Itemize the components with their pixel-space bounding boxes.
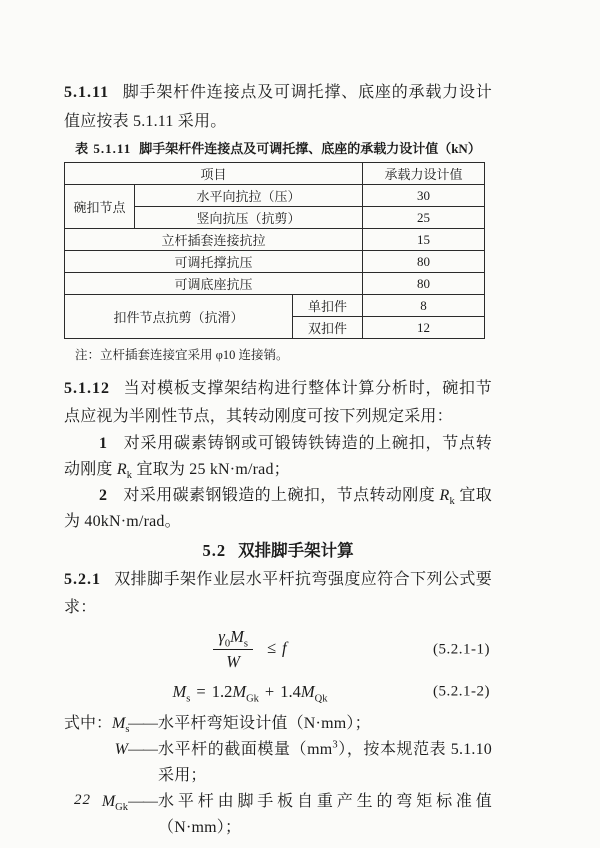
variable-Rk-subscript: k	[449, 496, 455, 508]
row-name-adjustable-bracket: 可调托撑抗压	[65, 251, 363, 273]
paragraph-5-1-11-text: 脚手架杆件连接点及可调托撑、底座的承载力设计值应按表 5.1.11 采用。	[64, 84, 492, 130]
definition-dash: ——	[128, 741, 158, 758]
definition-description-part1: 水平杆的截面模量（mm	[158, 741, 333, 758]
row-name-single-coupler: 单扣件	[293, 295, 363, 317]
variable-MGk-subscript: Gk	[115, 802, 128, 814]
paragraph-5-1-11	[64, 78, 492, 136]
page-content	[64, 78, 492, 841]
variable-MGk: M	[101, 793, 116, 810]
row-value-socket-tension: 15	[363, 229, 485, 251]
definition-description: 水平杆弯矩设计值（N·mm）；	[158, 715, 371, 732]
list-item-2	[64, 483, 492, 535]
definition-description	[158, 737, 492, 789]
table-row	[65, 273, 485, 295]
definition-row-W	[64, 737, 492, 789]
definition-dash: ——	[128, 793, 158, 810]
section-number-5-2-1: 5.2.1	[64, 571, 101, 588]
paragraph-5-1-12	[64, 375, 492, 431]
coefficient-1-2: 1.2	[211, 682, 233, 701]
definition-dash: ——	[128, 715, 158, 732]
item-1-text-1: 对采用碳素铸钢或可锻铸铁铸造的上碗扣，节点转动刚度	[64, 435, 492, 478]
equation-label-5-2-1-1: (5.2.1-1)	[433, 641, 490, 657]
variable-MQk-subscript: Qk	[314, 693, 328, 705]
list-item-1	[64, 431, 492, 483]
table-caption	[64, 140, 492, 158]
definition-description: 水平杆由脚手板自重产生的弯矩标准值（N·mm）；	[158, 793, 492, 836]
equation-label-5-2-1-2: (5.2.1-2)	[433, 683, 490, 700]
variable-MGk-subscript: Gk	[246, 693, 259, 705]
table-row	[65, 229, 485, 251]
fraction	[213, 626, 253, 673]
superscript-3: 3	[332, 739, 338, 751]
equation-5-2-1-2-math	[173, 679, 328, 705]
table-caption-title: 脚手架杆件连接点及可调托撑、底座的承载力设计值（kN）	[139, 141, 481, 156]
definition-row-MGk	[64, 789, 492, 841]
group-label-coupler-shear: 扣件节点抗剪（抗滑）	[65, 295, 293, 339]
row-value-vertical-compression: 25	[363, 207, 485, 229]
row-value-adjustable-base: 80	[363, 273, 485, 295]
variable-W: W	[114, 741, 128, 758]
coefficient-1-4: 1.4	[280, 682, 301, 701]
paragraph-5-2-1	[64, 566, 492, 622]
variable-Ms: M	[112, 715, 126, 732]
variable-Rk: R	[116, 461, 127, 478]
row-name-horizontal-tension: 水平向抗拉（压）	[135, 185, 363, 207]
where-definitions	[64, 711, 492, 841]
row-value-single-coupler: 8	[363, 295, 485, 317]
table-row	[65, 251, 485, 273]
section-number-5-1-12: 5.1.12	[64, 380, 110, 397]
row-name-vertical-compression: 竖向抗压（抗剪）	[135, 207, 363, 229]
variable-Ms: M	[230, 627, 244, 646]
variable-Ms-subscript: s	[125, 724, 130, 736]
variable-Rk-subscript: k	[126, 470, 133, 482]
paragraph-5-2-1-text: 双排脚手架作业层水平杆抗弯强度应符合下列公式要求：	[64, 571, 492, 616]
equals-sign: =	[196, 682, 206, 701]
row-name-adjustable-base: 可调底座抗压	[65, 273, 363, 295]
equation-5-2-1-1-math	[213, 626, 286, 673]
paragraph-5-1-12-text: 当对模板支撑架结构进行整体计算分析时，碗扣节点应视为半刚性节点，其转动刚度可按下列规定采用：	[64, 380, 492, 425]
table-row	[65, 295, 485, 317]
where-prefix: 式中：	[64, 715, 113, 732]
variable-gamma-subscript: 0	[224, 638, 231, 650]
row-value-adjustable-bracket: 80	[363, 251, 485, 273]
variable-Ms-subscript: s	[243, 638, 248, 650]
bearing-capacity-table	[64, 162, 485, 339]
fraction-numerator	[213, 626, 253, 650]
item-2-text-2: 宜取为 40kN·m/rad。	[64, 487, 492, 530]
section-heading-5-2	[64, 539, 492, 563]
row-name-double-coupler: 双扣件	[293, 317, 363, 339]
section-heading-5-2-number: 5.2	[202, 541, 227, 560]
definition-description-part2: ），按本规范表 5.1.10 采用；	[158, 741, 492, 784]
row-value-double-coupler: 12	[363, 317, 485, 339]
definition-term	[64, 737, 128, 763]
definition-row-Ms	[64, 711, 492, 737]
row-value-horizontal-tension: 30	[363, 185, 485, 207]
table-row	[65, 185, 485, 207]
equation-5-2-1-2	[64, 679, 492, 705]
item-2-number: 2	[99, 487, 108, 504]
item-2-text-1: 对采用碳素钢锻造的上碗扣，节点转动刚度	[123, 487, 440, 504]
variable-Ms: M	[172, 682, 187, 701]
equation-5-2-1-1	[64, 626, 492, 673]
header-cell-value: 承载力设计值	[363, 163, 485, 185]
variable-gamma: γ	[218, 627, 225, 646]
item-1-number: 1	[99, 435, 108, 452]
group-label-wankou-joint: 碗扣节点	[65, 185, 135, 229]
variable-Rk: R	[439, 487, 450, 504]
variable-W: W	[226, 652, 241, 671]
definition-term	[64, 711, 128, 737]
row-name-socket-tension: 立杆插套连接抗拉	[65, 229, 363, 251]
variable-MGk: M	[232, 682, 247, 701]
section-heading-5-2-title: 双排脚手架计算	[238, 541, 354, 560]
less-equal-sign: ≤	[266, 638, 277, 658]
header-cell-item: 项目	[65, 163, 363, 185]
table-caption-label: 表 5.1.11	[75, 141, 132, 156]
table-note: 注：立杆插套连接宜采用 φ10 连接销。	[75, 348, 289, 362]
section-number-5-1-11: 5.1.11	[64, 84, 110, 101]
variable-f: f	[282, 638, 287, 658]
variable-Ms-subscript: s	[186, 693, 191, 705]
fraction-denominator	[213, 650, 253, 673]
plus-sign: +	[264, 682, 275, 701]
item-1-text-2: 宜取为 25 kN·m/rad；	[132, 461, 290, 478]
variable-MQk: M	[300, 682, 315, 701]
page-number: 22	[74, 792, 91, 808]
table-header-row	[65, 163, 485, 185]
